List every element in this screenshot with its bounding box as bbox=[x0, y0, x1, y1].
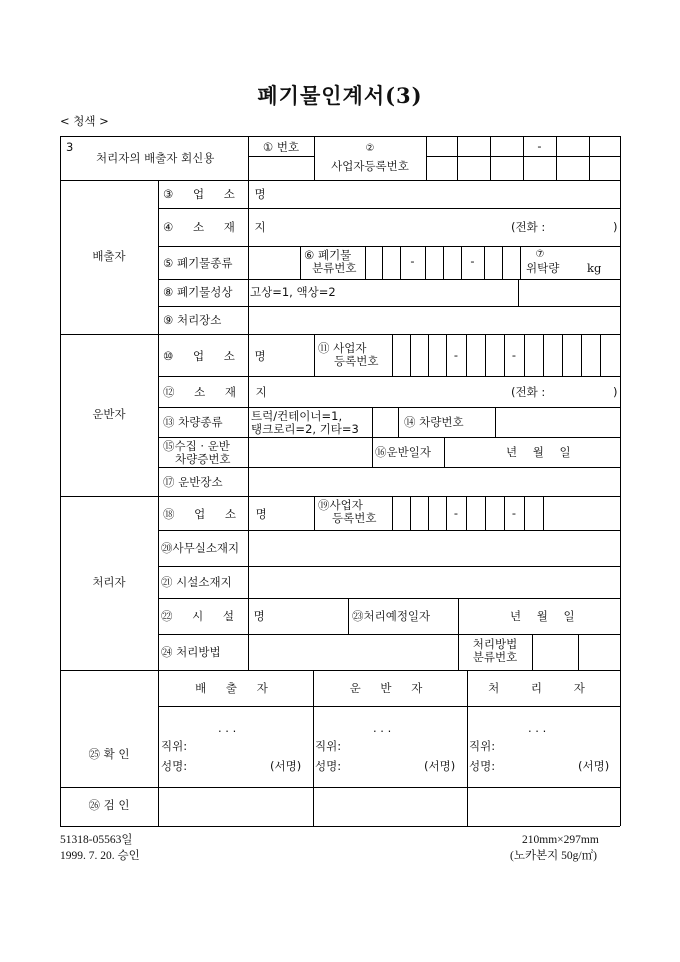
copy-number: 3 bbox=[66, 140, 74, 154]
form-purpose: 처리자의 배출자 회신용 bbox=[96, 151, 215, 165]
confirm-name-processor[interactable]: 성명: bbox=[469, 759, 496, 773]
discharger-phone-close: ) bbox=[613, 220, 618, 234]
transport-place-field[interactable] bbox=[249, 468, 619, 495]
transport-date-label: ⑯운반일자 bbox=[375, 445, 431, 459]
confirm-position-transporter[interactable]: 직위: bbox=[315, 739, 342, 753]
facility-address-field[interactable] bbox=[249, 567, 619, 597]
waste-class-label-1: ⑥ 폐기물 bbox=[304, 248, 352, 262]
inspect-field-processor[interactable] bbox=[468, 788, 619, 825]
office-address-label: ⑳사무실소재지 bbox=[161, 541, 240, 555]
transporter-address-label: ⑫ 소 재 지 bbox=[163, 385, 275, 399]
discharger-address-field[interactable] bbox=[249, 209, 499, 245]
copy-color-label: < 청색 > bbox=[60, 114, 109, 128]
transporter-section: 운반자 bbox=[92, 407, 126, 421]
confirm-sign-discharger[interactable]: (서명) bbox=[270, 759, 302, 773]
confirm-date-discharger[interactable]: . . . bbox=[218, 721, 237, 735]
facility-name-field[interactable] bbox=[249, 599, 347, 633]
inspect-field-transporter[interactable] bbox=[314, 788, 466, 825]
approval-date: 1999. 7. 20. 승인 bbox=[60, 850, 140, 862]
vehicle-type-label: ⑬ 차량종류 bbox=[163, 415, 223, 429]
form-title: 폐기물인계서(3) bbox=[257, 83, 423, 108]
discharger-section: 배출자 bbox=[92, 249, 126, 263]
confirm-name-transporter[interactable]: 성명: bbox=[315, 759, 342, 773]
bizreg-dash: - bbox=[537, 139, 542, 153]
processor-bizreg-dash-2: - bbox=[511, 506, 517, 520]
confirm-label: ㉕ 확 인 bbox=[88, 747, 130, 761]
confirm-col-transporter: 운 반 자 bbox=[349, 681, 431, 695]
transporter-bizreg-dash-2: - bbox=[511, 348, 517, 362]
consign-mark: ⑦ bbox=[535, 249, 545, 260]
processor-company-field[interactable] bbox=[249, 497, 313, 529]
consign-unit: kg bbox=[587, 261, 602, 275]
bizreg-label: 사업자등록번호 bbox=[331, 159, 409, 173]
vehicle-no-field[interactable] bbox=[496, 408, 619, 436]
transporter-company-label: ⑩ 업 소 명 bbox=[163, 349, 274, 363]
confirm-col-discharger: 배 출 자 bbox=[195, 681, 276, 695]
vehicle-cert-label-1: ⑮수집 · 운반 bbox=[163, 439, 230, 453]
confirm-position-processor[interactable]: 직위: bbox=[469, 739, 496, 753]
method-class-label-1: 처리방법 bbox=[472, 637, 518, 651]
form-number: 51318-05563일 bbox=[60, 834, 133, 846]
vehicle-codes-2: 탱크로리=2, 기타=3 bbox=[251, 422, 359, 436]
confirm-sign-transporter[interactable]: (서명) bbox=[424, 759, 456, 773]
transporter-bizreg-label-2: 등록번호 bbox=[334, 354, 379, 368]
transporter-company-field[interactable] bbox=[249, 335, 313, 375]
confirm-sign-processor[interactable]: (서명) bbox=[578, 759, 610, 773]
process-method-label: ㉔ 처리방법 bbox=[161, 645, 221, 659]
paper-spec: (노카본지 50g/㎡) bbox=[510, 850, 597, 862]
transport-place-label: ⑰ 운반장소 bbox=[163, 475, 223, 489]
transporter-bizreg-dash-1: - bbox=[453, 348, 459, 362]
discharger-address-label: ④ 소 재 지 bbox=[163, 220, 274, 234]
planned-date-format[interactable]: 년 월 일 bbox=[510, 609, 581, 623]
bizreg-mark: ② bbox=[365, 143, 375, 154]
planned-date-label: ㉓처리예정일자 bbox=[352, 609, 431, 623]
discharger-company-field[interactable] bbox=[249, 181, 619, 207]
vehicle-cert-field[interactable] bbox=[249, 438, 371, 466]
vehicle-type-field[interactable] bbox=[373, 408, 397, 436]
method-class-label-2: 분류번호 bbox=[472, 650, 518, 664]
waste-property-codes: 고상=1, 액상=2 bbox=[250, 285, 336, 299]
paper-size: 210mm×297mm bbox=[522, 834, 599, 846]
waste-property-label: ⑧ 폐기물성상 bbox=[163, 285, 233, 299]
transporter-bizreg-label-1: ⑪ 사업자 bbox=[318, 341, 367, 355]
waste-property-field[interactable] bbox=[519, 280, 619, 305]
vehicle-no-label: ⑭ 차량번호 bbox=[404, 415, 464, 429]
facility-name-label: ㉒ 시 설 명 bbox=[161, 609, 273, 623]
processor-section: 처리자 bbox=[92, 575, 126, 589]
confirm-col-processor: 처 리 자 bbox=[488, 681, 599, 695]
discharger-place-label: ⑨ 처리장소 bbox=[163, 313, 222, 327]
processor-bizreg-label-2: 등록번호 bbox=[332, 511, 377, 525]
inspect-label: ㉖ 검 인 bbox=[88, 798, 130, 812]
facility-address-label: ㉑ 시설소재지 bbox=[161, 575, 232, 589]
discharger-phone-label: (전화 : bbox=[511, 220, 546, 234]
confirm-position-discharger[interactable]: 직위: bbox=[161, 739, 188, 753]
transporter-address-field[interactable] bbox=[249, 377, 499, 406]
consign-label: 위탁량 bbox=[526, 261, 560, 275]
vehicle-codes-1: 트럭/컨테이너=1, bbox=[251, 409, 343, 423]
number-label: ① 번호 bbox=[262, 140, 300, 154]
transport-date-format[interactable]: 년 월 일 bbox=[506, 445, 577, 459]
transporter-phone-label: (전화 : bbox=[511, 385, 546, 399]
confirm-date-transporter[interactable]: . . . bbox=[373, 721, 392, 735]
processor-company-label: ⑱ 업 소 명 bbox=[163, 507, 275, 521]
discharger-company-label: ③ 업 소 명 bbox=[163, 187, 274, 201]
discharger-place-field[interactable] bbox=[249, 307, 619, 333]
waste-class-dash-1: - bbox=[410, 254, 415, 268]
inspect-field-discharger[interactable] bbox=[159, 788, 312, 825]
confirm-date-processor[interactable]: . . . bbox=[528, 721, 547, 735]
processor-bizreg-dash-1: - bbox=[453, 506, 459, 520]
waste-type-label: ⑤ 폐기물종류 bbox=[163, 256, 233, 270]
waste-type-field[interactable] bbox=[249, 247, 299, 278]
process-method-field[interactable] bbox=[249, 635, 457, 669]
office-address-field[interactable] bbox=[249, 531, 619, 565]
transporter-phone-close: ) bbox=[613, 385, 618, 399]
confirm-name-discharger[interactable]: 성명: bbox=[161, 759, 188, 773]
waste-class-label-2: 분류번호 bbox=[312, 261, 357, 275]
processor-bizreg-label-1: ⑲사업자 bbox=[318, 498, 363, 512]
waste-class-dash-2: - bbox=[470, 254, 475, 268]
vehicle-cert-label-2: 차량증번호 bbox=[175, 452, 231, 466]
